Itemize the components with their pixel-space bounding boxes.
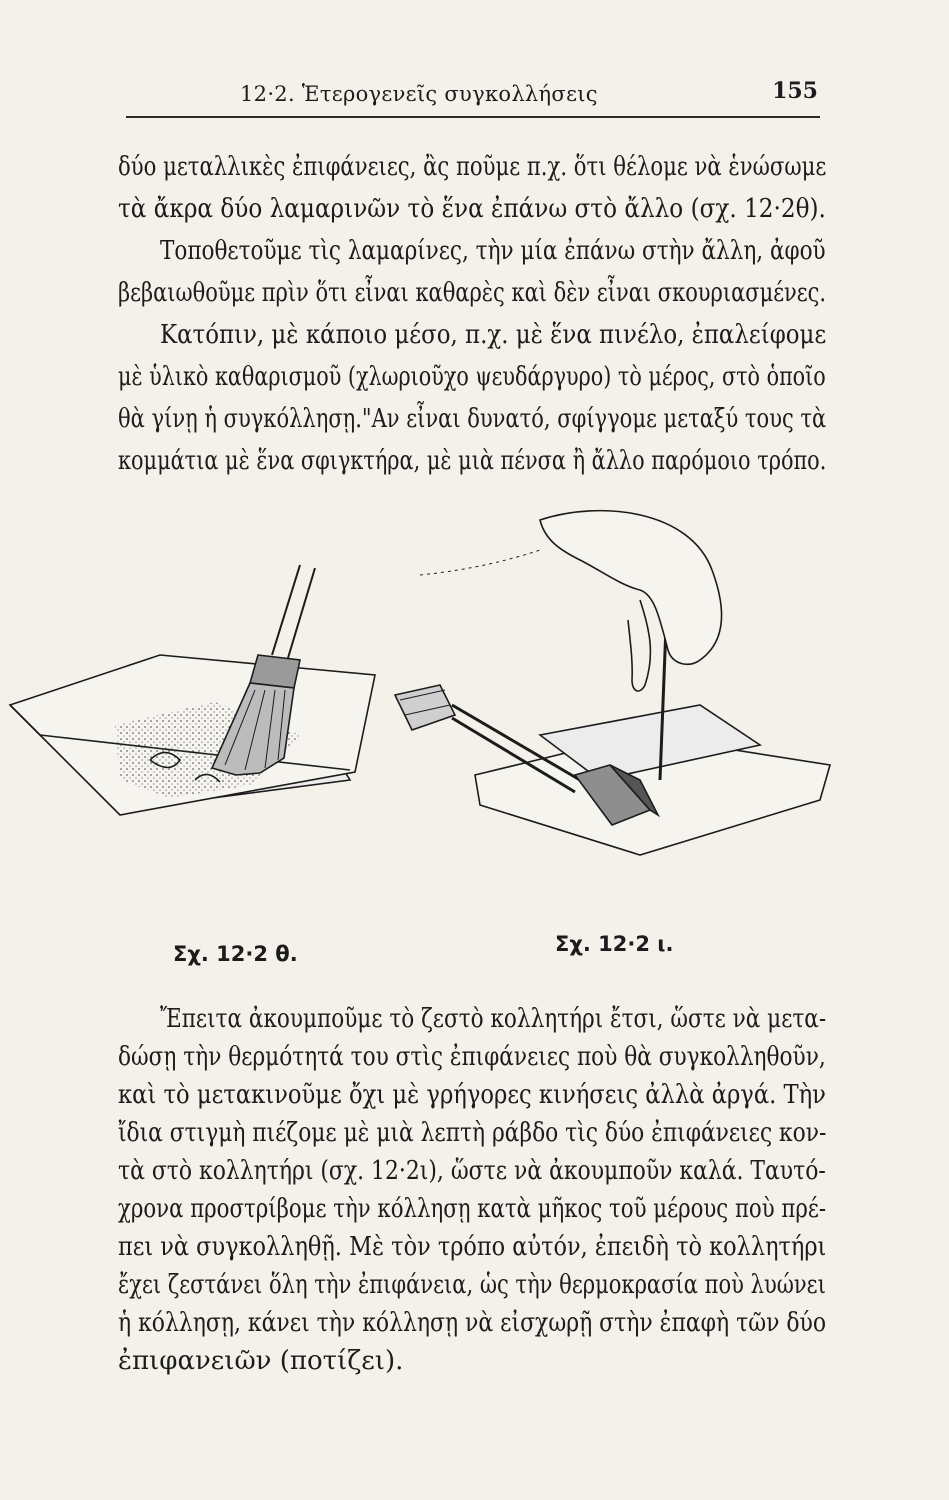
text-line: Κατόπιν, μὲ κάποιο μέσο, π.χ. μὲ ἕνα πινέλο, ἐπαλείφομε xyxy=(160,320,827,350)
figure-iota xyxy=(395,511,830,855)
text-line: ἐπιφανειῶν (ποτίζει). xyxy=(118,1346,404,1376)
text-line: δύο μεταλλικὲς ἐπιφάνειες, ἂς ποῦμε π.χ. ὅτι θέλομε νὰ ἑνώσωμε xyxy=(118,152,827,182)
text-line: Ἔπειτα ἀκουμποῦμε τὸ ζεστὸ κολλητήρι ἔτσι, ὥστε νὰ μετα- xyxy=(160,1004,827,1034)
section-title: 12·2. Ἑτερογενεῖς συγκολλήσεις xyxy=(240,82,598,106)
text-line: τὰ στὸ κολλητήρι (σχ. 12·2ι), ὥστε νὰ ἀκουμποῦν καλά. Ταυτό- xyxy=(118,1156,826,1186)
figure-caption-iota: Σχ. 12·2 ι. xyxy=(555,932,674,956)
page-number: 155 xyxy=(772,78,818,104)
text-line: δώσῃ τὴν θερμότητά του στὶς ἐπιφάνειες ποὺ θὰ συγκολληθοῦν, xyxy=(118,1042,826,1072)
text-line: κομμάτια μὲ ἕνα σφιγκτήρα, μὲ μιὰ πένσα ἢ ἄλλο παρόμοιο τρόπο. xyxy=(118,446,827,476)
text-line: βεβαιωθοῦμε πρὶν ὅτι εἶναι καθαρὲς καὶ δὲν εἶναι σκουριασμένες. xyxy=(118,278,827,308)
text-line: πει νὰ συγκολληθῇ. Μὲ τὸν τρόπο αὐτόν, ἐπειδὴ τὸ κολλητήρι xyxy=(118,1232,827,1262)
text-line: Τοποθετοῦμε τὶς λαμαρίνες, τὴν μία ἐπάνω στὴν ἄλλη, ἀφοῦ xyxy=(160,236,826,266)
figure-caption-theta: Σχ. 12·2 θ. xyxy=(173,942,298,966)
header-rule xyxy=(126,116,820,118)
figure-theta xyxy=(10,565,375,815)
text-line: μὲ ὑλικὸ καθαρισμοῦ (χλωριοῦχο ψευδάργυρο) τὸ μέρος, στὸ ὁποῖο xyxy=(118,362,826,392)
iron-handle xyxy=(395,685,455,730)
figure-soldering xyxy=(0,480,949,980)
text-line: χρονα προστρίβομε τὴν κόλλησῃ κατὰ μῆκος τοῦ μέρους ποὺ πρέ- xyxy=(118,1194,827,1224)
text-line: ἡ κόλλησῃ, κάνει τὴν κόλλησῃ νὰ εἰσχωρῇ στὴν ἐπαφὴ τῶν δύο xyxy=(118,1308,827,1338)
text-line: θὰ γίνῃ ἡ συγκόλλησῃ."Αν εἶναι δυνατό, σφίγγομε μεταξύ τους τὰ xyxy=(118,404,827,434)
text-line: καὶ τὸ μετακινοῦμε ὄχι μὲ γρήγορες κινήσεις ἀλλὰ ἀργά. Τὴν xyxy=(118,1080,826,1110)
text-line: ἔχει ζεστάνει ὅλη τὴν ἐπιφάνεια, ὡς τὴν θερμοκρασία ποὺ λυώνει xyxy=(118,1270,826,1300)
text-line: τὰ ἄκρα δύο λαμαρινῶν τὸ ἕνα ἐπάνω στὸ ἄλλο (σχ. 12·2θ). xyxy=(118,194,826,224)
running-head xyxy=(130,78,820,110)
figure-illustration xyxy=(0,480,949,980)
text-line: ἴδια στιγμὴ πιέζομε μὲ μιὰ λεπτὴ ράβδο τὶς δύο ἐπιφάνειες κον- xyxy=(118,1118,827,1148)
